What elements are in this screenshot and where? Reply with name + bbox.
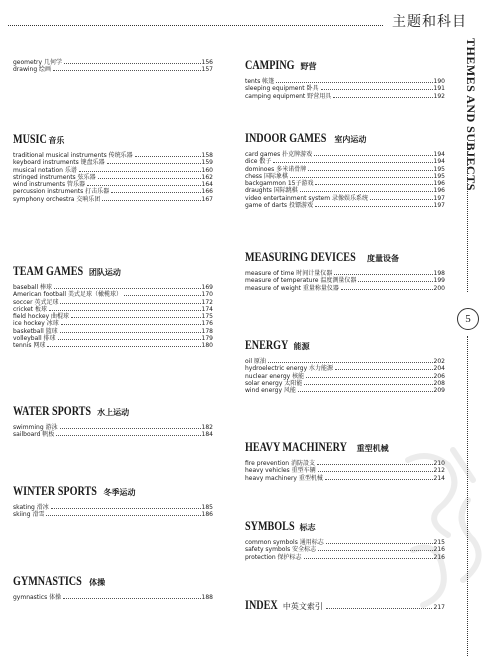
leader-dots <box>370 199 433 200</box>
entry-page: 166 <box>201 188 213 196</box>
entry-page: 215 <box>433 539 445 546</box>
section-title-en: WINTER SPORTS <box>13 483 97 498</box>
entry-label: skating 滑冰 <box>13 504 49 511</box>
top-dotted-rule <box>8 25 383 26</box>
entry-label: stringed instruments 弦乐器 <box>13 173 96 181</box>
watermark-seal <box>398 440 488 620</box>
leader-dots <box>308 170 432 171</box>
entry-label: chess 国际象棋 <box>245 172 288 180</box>
entry-page: 170 <box>201 291 213 299</box>
toc-entry[interactable] <box>13 188 213 195</box>
section-title-zh: 中英文索引 <box>282 602 323 611</box>
entry-page: 158 <box>201 152 213 159</box>
entry-label: draughts 国际跳棋 <box>245 187 298 195</box>
entry-page: 192 <box>433 92 445 100</box>
leader-dots <box>300 191 433 192</box>
entry-page: 216 <box>433 546 445 554</box>
section-heading <box>245 249 445 265</box>
entry-list <box>245 270 445 292</box>
toc-entry[interactable] <box>13 594 213 601</box>
entry-list <box>13 424 213 439</box>
toc-entry[interactable] <box>13 291 213 298</box>
section-indoor-games <box>245 130 445 209</box>
entry-page: 180 <box>201 342 213 350</box>
entry-label: protection 保护标志 <box>245 553 302 561</box>
leader-dots <box>71 317 201 318</box>
entry-label: oil 原油 <box>245 358 266 365</box>
entry-page: 185 <box>201 504 213 511</box>
entry-page: 197 <box>433 194 445 202</box>
entry-label: camping equipment 野营用具 <box>245 92 332 100</box>
entry-page: 178 <box>201 327 213 335</box>
leader-dots <box>49 310 201 311</box>
section-heading <box>245 57 445 73</box>
entry-list <box>245 358 445 394</box>
entry-label: traditional musical instruments 传统乐器 <box>13 152 133 159</box>
entry-label: soccer 英式足球 <box>13 298 59 306</box>
section-title-zh: 体操 <box>89 578 106 587</box>
entry-label: sleeping equipment 卧具 <box>245 85 319 93</box>
toc-entry[interactable] <box>245 93 445 100</box>
entry-label: gymnastics 体操 <box>13 594 62 601</box>
entry-label: baseball 棒球 <box>13 284 53 291</box>
entry-page: 184 <box>201 431 213 439</box>
leader-dots <box>314 155 432 156</box>
toc-entry[interactable] <box>245 202 445 209</box>
section-title-zh: 度量设备 <box>366 254 399 263</box>
entry-label: nuclear energy 核能 <box>245 372 305 380</box>
entry-page: 195 <box>433 165 445 173</box>
entry-page: 182 <box>201 424 213 431</box>
entry-list <box>13 504 213 519</box>
toc-entry[interactable] <box>245 365 445 372</box>
entry-label: measure of time 时间计量仪器 <box>245 270 333 277</box>
leader-dots <box>290 177 433 178</box>
toc-entry[interactable] <box>13 66 213 73</box>
leader-dots <box>64 63 201 64</box>
entry-label: sailboard 帆板 <box>13 431 55 439</box>
leader-dots <box>46 515 200 516</box>
page-number-badge: 5 <box>457 308 479 330</box>
entry-page: 196 <box>433 180 445 188</box>
entry-label: American football 美式足球（橄榄球） <box>13 291 122 299</box>
section-heading <box>13 573 213 589</box>
toc-entry[interactable] <box>245 158 445 165</box>
entry-page: 198 <box>433 270 445 277</box>
leader-dots <box>60 303 200 304</box>
toc-entry[interactable] <box>13 431 213 438</box>
leader-dots <box>58 339 201 340</box>
section-title-zh: 冬季运动 <box>103 488 136 497</box>
leader-dots <box>321 89 433 90</box>
leader-dots <box>304 384 432 385</box>
entry-page: 197 <box>433 202 445 210</box>
leader-dots <box>358 281 432 282</box>
toc-entry[interactable] <box>245 166 445 173</box>
toc-entry[interactable] <box>13 167 213 174</box>
toc-entry[interactable] <box>245 195 445 202</box>
section-music <box>13 131 213 203</box>
leader-dots <box>47 346 200 347</box>
leader-dots <box>341 289 433 290</box>
leader-dots <box>102 200 200 201</box>
entry-page: 196 <box>433 187 445 195</box>
entry-label: game of darts 投镖游戏 <box>245 202 313 210</box>
section-heading <box>13 263 213 279</box>
section-title-en: SYMBOLS <box>245 518 295 533</box>
entry-list <box>13 152 213 203</box>
entry-label: backgammon 15子游戏 <box>245 180 314 188</box>
section-heading <box>13 403 213 419</box>
section-title-en: GYMNASTICS <box>13 573 82 588</box>
leader-dots <box>53 70 201 71</box>
section-title-zh: 野营 <box>300 62 317 71</box>
section-title-zh: 团队运动 <box>88 268 121 277</box>
section-title-en: CAMPING <box>245 57 295 72</box>
leader-dots <box>268 362 433 363</box>
entry-label: dominoes 多米诺骨牌 <box>245 165 307 173</box>
toc-entry[interactable] <box>13 342 213 349</box>
leader-dots <box>124 295 201 296</box>
toc-entry[interactable] <box>13 299 213 306</box>
entry-page: 176 <box>201 320 213 328</box>
toc-entry[interactable] <box>245 373 445 380</box>
leader-dots <box>63 598 200 599</box>
entry-label: basketball 篮球 <box>13 327 58 335</box>
entry-label: drawing 绘画 <box>13 66 52 74</box>
entry-label: heavy machinery 重型机械 <box>245 474 323 482</box>
entry-page: 206 <box>433 372 445 380</box>
toc-entry[interactable] <box>245 387 445 394</box>
toc-entry[interactable] <box>245 85 445 92</box>
toc-entry[interactable] <box>245 285 445 292</box>
section-team-games <box>13 263 213 350</box>
entry-page: 162 <box>201 173 213 181</box>
entry-label: hydroelectric energy 水力能源 <box>245 365 334 373</box>
leader-dots <box>306 377 432 378</box>
leader-dots <box>315 184 432 185</box>
leader-dots <box>273 162 432 163</box>
entry-page: 172 <box>201 298 213 306</box>
entry-list <box>13 284 213 350</box>
leader-dots <box>107 163 201 164</box>
leader-dots <box>60 332 201 333</box>
entry-label: ice hockey 冰球 <box>13 320 59 328</box>
entry-list <box>245 78 445 100</box>
entry-page: 214 <box>433 474 445 482</box>
entry-label: heavy vehicles 重型车辆 <box>245 467 316 475</box>
entry-page: 194 <box>433 151 445 158</box>
entry-page: 157 <box>201 66 213 74</box>
entry-page: 212 <box>433 467 445 475</box>
entry-label: musical notation 乐谱 <box>13 166 77 174</box>
entry-page: 159 <box>201 159 213 167</box>
leader-dots <box>335 369 433 370</box>
entry-page: 188 <box>201 594 213 601</box>
entry-label: measure of weight 重量称量仪器 <box>245 284 339 292</box>
entry-label: solar energy 太阳能 <box>245 379 303 387</box>
entry-label: cricket 板球 <box>13 305 47 313</box>
section-winter-sports <box>13 483 213 519</box>
section-heading <box>245 130 445 146</box>
section-title-en: TEAM GAMES <box>13 263 84 278</box>
leader-dots <box>61 324 201 325</box>
toc-entry[interactable] <box>13 328 213 335</box>
entry-page: 209 <box>433 387 445 395</box>
entry-page: 194 <box>433 158 445 166</box>
leader-dots <box>334 274 432 275</box>
leader-dots <box>315 206 433 207</box>
entry-page: 190 <box>433 78 445 85</box>
entry-page: 210 <box>433 460 445 467</box>
section-title-en: INDEX <box>245 597 278 612</box>
leader-dots <box>56 435 200 436</box>
section-water-sports <box>13 403 213 439</box>
entry-page: 186 <box>201 511 213 519</box>
section-title-zh: 标志 <box>299 523 316 532</box>
entry-label: geometry 几何学 <box>13 59 62 66</box>
entry-label: symphony orchestra 交响乐团 <box>13 195 101 203</box>
toc-entry[interactable] <box>13 159 213 166</box>
section-heading <box>245 337 445 353</box>
side-dotted-rule-upper <box>467 142 468 292</box>
section-title-en: INDOOR GAMES <box>245 130 327 145</box>
entry-page: 200 <box>433 284 445 292</box>
entry-page: 164 <box>201 181 213 189</box>
entry-label: card games 扑克牌游戏 <box>245 151 313 158</box>
entry-page: 204 <box>433 365 445 373</box>
entry-list <box>245 151 445 209</box>
entry-page: 191 <box>433 85 445 93</box>
toc-entry[interactable] <box>13 511 213 518</box>
section-title-en: ENERGY <box>245 337 289 352</box>
entry-label: video entertainment system 录像娱乐系统 <box>245 194 368 202</box>
leader-dots <box>333 97 432 98</box>
entry-page: 167 <box>201 195 213 203</box>
entry-page: 156 <box>201 59 213 66</box>
entry-list <box>13 594 213 601</box>
entry-page: 208 <box>433 379 445 387</box>
section-heading <box>13 131 213 147</box>
side-vertical-title: THEMES AND SUBJECTS <box>464 38 478 191</box>
entry-list <box>13 59 213 74</box>
entry-label: safety symbols 安全标志 <box>245 546 317 554</box>
entry-page: 195 <box>433 172 445 180</box>
leader-dots <box>135 156 201 157</box>
section-title-en: WATER SPORTS <box>13 403 92 418</box>
section-top <box>13 59 213 74</box>
entry-label: tents 帐篷 <box>245 78 275 85</box>
entry-label: keyboard instruments 键盘乐器 <box>13 159 105 167</box>
toc-entry[interactable] <box>13 196 213 203</box>
leader-dots <box>276 82 432 83</box>
entry-label: percussion instruments 打击乐器 <box>13 188 110 196</box>
entry-label: volleyball 排球 <box>13 335 56 343</box>
entry-label: field hockey 曲棍球 <box>13 313 70 321</box>
entry-label: measure of temperature 温度测量仪器 <box>245 277 357 285</box>
entry-page: 174 <box>201 305 213 313</box>
entry-page: 202 <box>433 358 445 365</box>
leader-dots <box>98 178 201 179</box>
section-title-en: MEASURING DEVICES <box>245 249 356 264</box>
entry-page: 160 <box>201 166 213 174</box>
section-title-zh: 水上运动 <box>97 408 130 417</box>
leader-dots <box>87 185 201 186</box>
section-measuring-devices <box>245 249 445 292</box>
entry-page: 217 <box>433 604 445 611</box>
entry-label: dice 骰子 <box>245 158 272 166</box>
entry-page: 179 <box>201 335 213 343</box>
toc-entry[interactable] <box>13 320 213 327</box>
entry-page: 169 <box>201 284 213 291</box>
section-title-zh: 音乐 <box>48 136 65 145</box>
section-heading <box>13 483 213 499</box>
entry-label: swimming 游泳 <box>13 424 58 431</box>
leader-dots <box>60 428 201 429</box>
section-camping <box>245 57 445 100</box>
entry-page: 216 <box>433 553 445 561</box>
entry-label: common symbols 通用标志 <box>245 539 324 546</box>
section-title-en: HEAVY MACHINERY <box>245 439 347 454</box>
entry-page: 175 <box>201 313 213 321</box>
entry-label: fire prevention 消防設支 <box>245 460 315 467</box>
entry-label: skiing 滑雪 <box>13 511 45 519</box>
section-energy <box>245 337 445 394</box>
leader-dots <box>79 171 201 172</box>
leader-dots <box>51 508 201 509</box>
leader-dots <box>298 391 433 392</box>
leader-dots <box>54 288 201 289</box>
entry-label: wind instruments 管乐器 <box>13 181 86 189</box>
section-title-en: MUSIC <box>13 131 47 146</box>
toc-entry[interactable] <box>245 151 445 158</box>
toc-entry[interactable] <box>245 277 445 284</box>
leader-dots <box>111 192 200 193</box>
page-header-title: 主题和科目 <box>392 14 467 30</box>
section-gymnastics <box>13 573 213 601</box>
section-title-zh: 能源 <box>293 342 310 351</box>
entry-label: wind energy 风能 <box>245 387 296 395</box>
toc-entry[interactable] <box>245 187 445 194</box>
entry-label: tennis 网球 <box>13 342 46 350</box>
section-title-zh: 室内运动 <box>334 135 367 144</box>
entry-page: 199 <box>433 277 445 285</box>
section-title-zh: 重型机械 <box>356 444 389 453</box>
